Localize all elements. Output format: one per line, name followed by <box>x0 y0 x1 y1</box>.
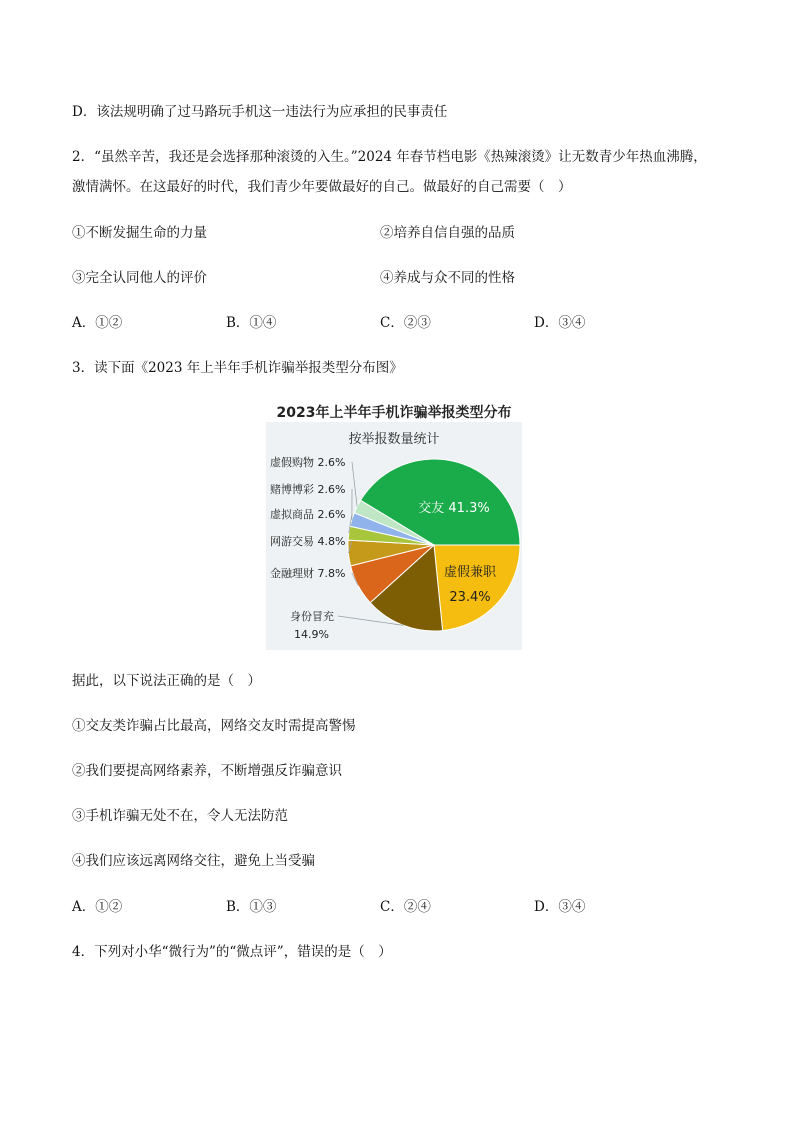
q3-statement-1: ①交友类诈骗占比最高，网络交友时需提高警惕 <box>72 718 356 734</box>
q2-stem-line2: 激情满怀。在这最好的时代，我们青少年要做最好的自己。做最好的自己需要（ ） <box>72 179 572 195</box>
chart-subtitle: 按举报数量统计 <box>348 432 440 447</box>
pie-slice-2 <box>434 545 520 631</box>
q3-statement-3: ③手机诈骗无处不在，令人无法防范 <box>72 808 288 824</box>
q2-stem-line1: 2．“虽然辛苦，我还是会选择那种滚烫的入生。”2024 年春节档电影《热辣滚烫》让无数青少年热血沸腾， <box>72 149 707 165</box>
q3-choice-c: C．②④ <box>380 899 431 915</box>
q3-statement-2: ②我们要提高网络素养，不断增强反诈骗意识 <box>72 763 342 779</box>
q3-question: 据此，以下说法正确的是（ ） <box>72 673 261 689</box>
slice-label-5: 网游交易 4.8% <box>270 535 346 548</box>
q2-statement-1: ①不断发掘生命的力量 <box>72 225 207 241</box>
slice-label-jiaoyou: 交友 41.3% <box>418 501 490 516</box>
slice-label-xujiajianzhi-name: 虚假兼职 <box>443 565 497 580</box>
q3-intro: 3．读下面《2023 年上半年手机诈骗举报类型分布图》 <box>72 360 403 376</box>
leader-line-8 <box>352 462 357 506</box>
q3-choice-d: D．③④ <box>534 899 586 915</box>
q3-choice-b: B．①③ <box>226 899 277 915</box>
slice-label-xujiajianzhi-value: 23.4% <box>449 590 491 605</box>
q2-choice-b: B．①④ <box>226 315 277 331</box>
q2-statement-4: ④养成与众不同的性格 <box>380 270 515 286</box>
q4-stem: 4．下列对小华“微行为”的“微点评”，错误的是（ ） <box>72 944 392 960</box>
q3-choice-a: A．①② <box>72 899 123 915</box>
q2-choice-d: D．③④ <box>534 315 586 331</box>
q2-choice-a: A．①② <box>72 315 123 331</box>
q3-statement-4: ④我们应该远离网络交往，避免上当受骗 <box>72 853 315 869</box>
q2-choice-c: C．②③ <box>380 315 431 331</box>
q1-option-d: D．该法规明确了过马路玩手机这一违法行为应承担的民事责任 <box>72 104 448 120</box>
slice-label-8: 虚假购物 2.6% <box>270 456 346 469</box>
slice-label-7: 赌博博彩 2.6% <box>270 483 346 496</box>
pie-chart <box>266 402 522 650</box>
slice-label-shenfen-value: 14.9% <box>294 628 329 641</box>
q2-statement-3: ③完全认同他人的评价 <box>72 270 207 286</box>
chart-title: 2023年上半年手机诈骗举报类型分布 <box>276 405 512 421</box>
slice-label-shenfen-name: 身份冒充 <box>290 610 334 623</box>
q2-statement-2: ②培养自信自强的品质 <box>380 225 515 241</box>
slice-label-6: 虚拟商品 2.6% <box>270 508 346 521</box>
pie-svg <box>266 402 522 650</box>
slice-label-4: 金融理财 7.8% <box>270 567 346 580</box>
